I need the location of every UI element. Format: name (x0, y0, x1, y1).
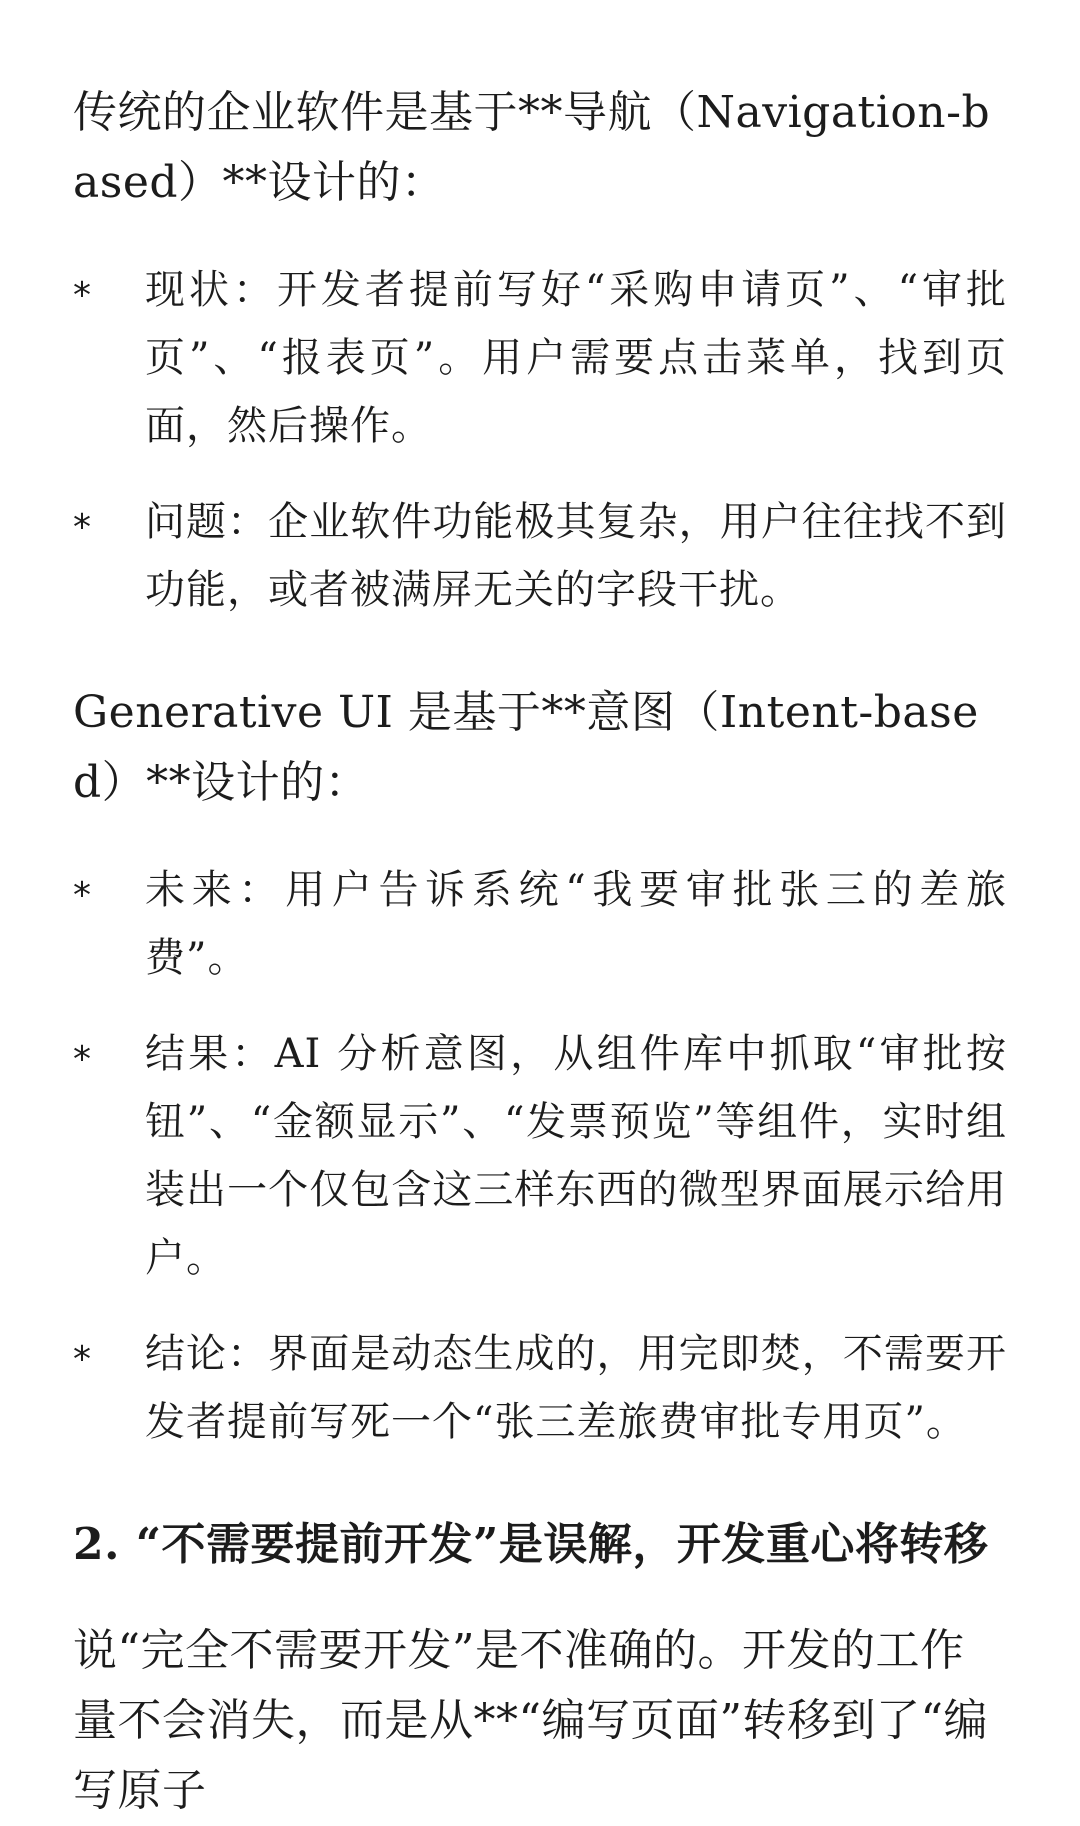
list-item-text: 问题：企业软件功能极其复杂，用户往往找不到功能，或者被满屏无关的字段干扰。 (145, 499, 1007, 613)
list-item-future (73, 856, 1007, 992)
bullet-marker: * (73, 1339, 92, 1380)
list-item-text: 现状：开发者提前写好“采购申请页”、“审批页”、“报表页”。用户需要点击菜单，找到页面，然后操作。 (145, 267, 1007, 449)
bullet-marker: * (73, 875, 92, 916)
list-item-text: 结果：AI 分析意图，从组件库中抓取“审批按钮”、“金额显示”、“发票预览”等组件，实时组装出一个仅包含这三样东西的微型界面展示给用户。 (145, 1031, 1007, 1281)
intent-intro-paragraph: Generative UI 是基于**意图（Intent-based）**设计的： (73, 687, 979, 808)
bullet-marker: * (73, 1039, 92, 1080)
bullet-marker: * (73, 507, 92, 548)
list-item-text: 结论：界面是动态生成的，用完即焚，不需要开发者提前写死一个“张三差旅费审批专用页”。 (145, 1331, 1007, 1445)
section-heading: 2. “不需要提前开发”是误解，开发重心将转移 (73, 1519, 989, 1570)
list-item-result (73, 1020, 1007, 1292)
article-body (73, 78, 1007, 1826)
list-item-text: 未来：用户告诉系统“我要审批张三的差旅费”。 (145, 867, 1007, 981)
list-item-current-state (73, 256, 1007, 460)
list-item-problem (73, 488, 1007, 624)
closing-paragraph: 说“完全不需要开发”是不准确的。开发的工作量不会消失，而是从**“编写页面”转移到了“编写原子 (73, 1625, 988, 1816)
intent-list (73, 856, 1007, 1456)
navigation-list (73, 256, 1007, 624)
bullet-marker: * (73, 275, 92, 316)
navigation-intro-paragraph: 传统的企业软件是基于**导航（Navigation-based）**设计的： (73, 87, 991, 208)
list-item-conclusion (73, 1320, 1007, 1456)
